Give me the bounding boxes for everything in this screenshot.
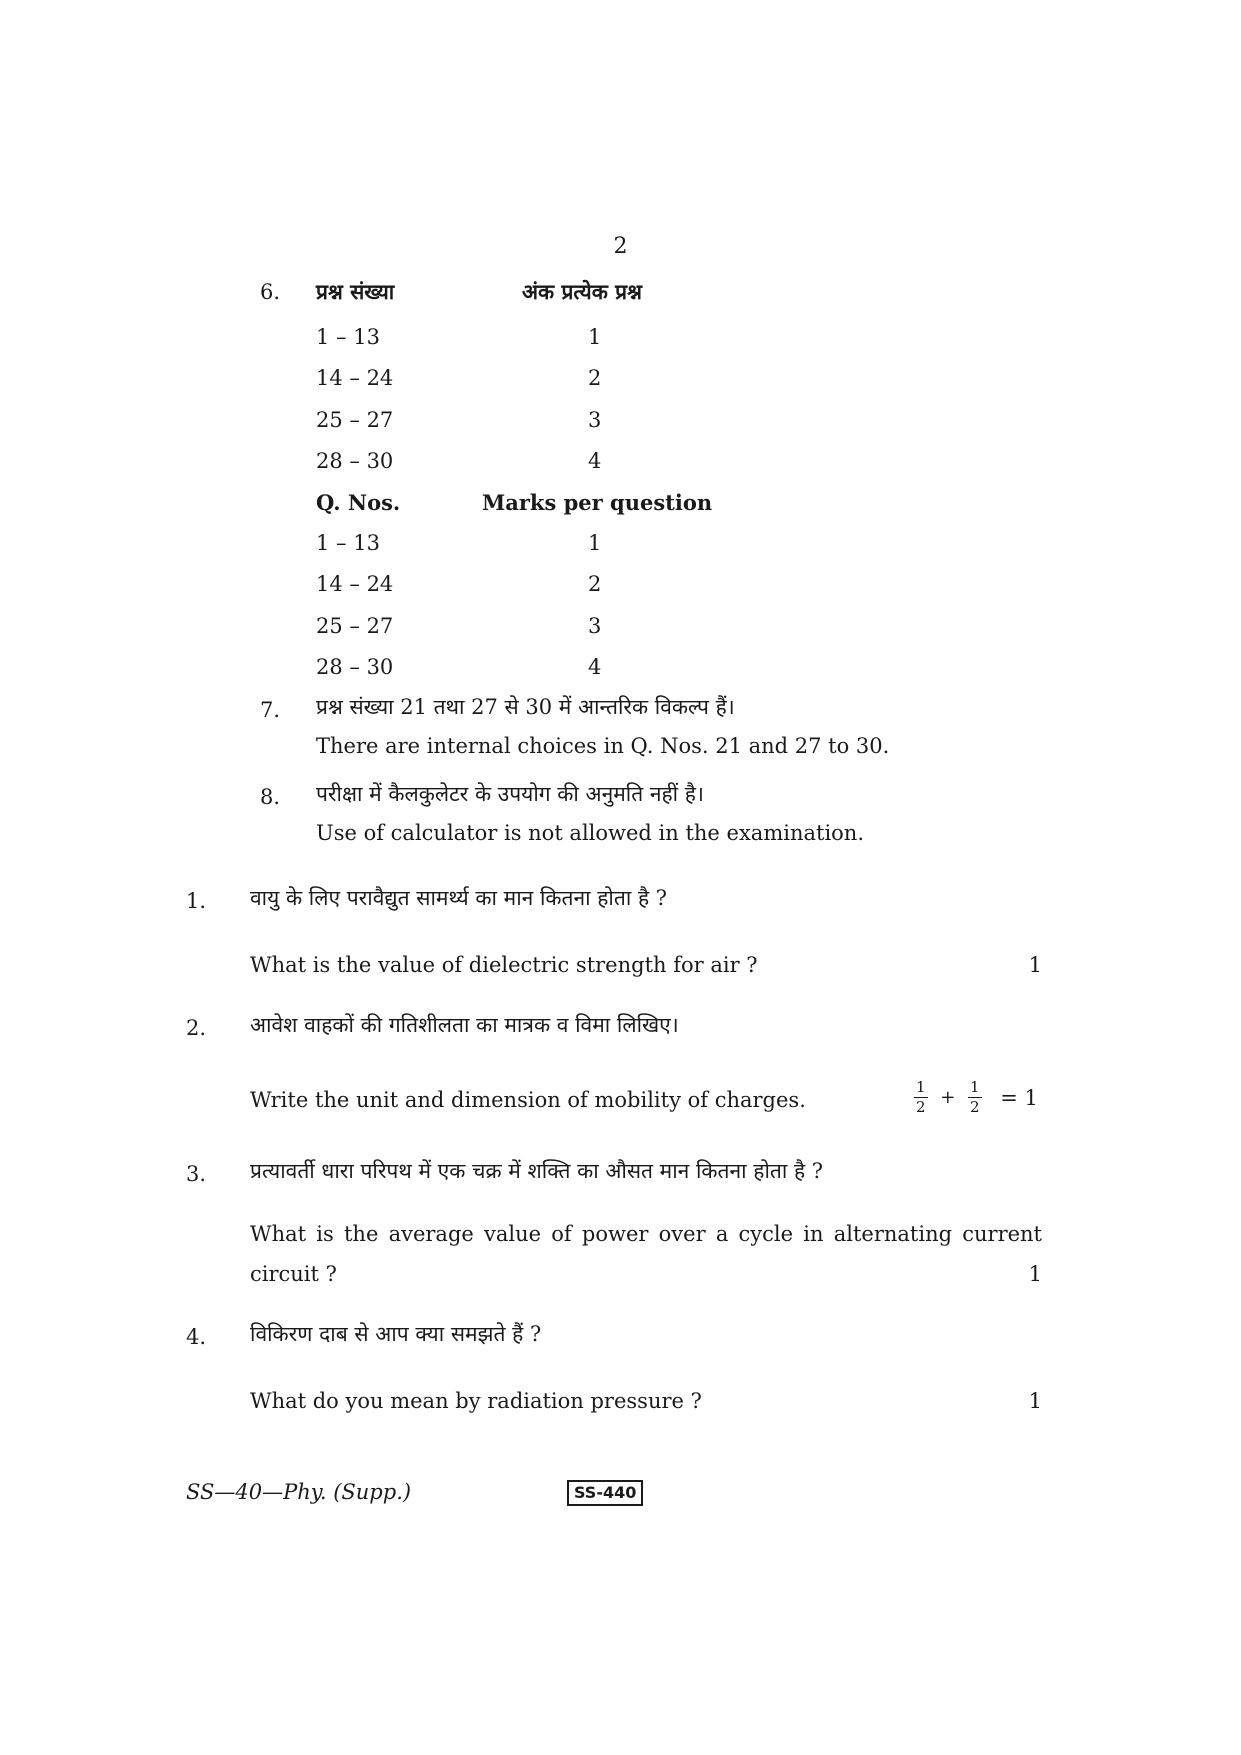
english-row-1-qnos: 1 – 13 <box>316 531 380 555</box>
instruction-8-english: Use of calculator is not allowed in the examination. <box>316 821 864 845</box>
fraction-half-1 <box>914 1080 928 1115</box>
question-1-hindi: वायु के लिए परावैद्युत सामर्थ्य का मान कितना होता है ? <box>250 886 668 910</box>
question-2-hindi: आवेश वाहकों की गतिशीलता का मात्रक व विमा लिखिए। <box>250 1013 679 1037</box>
english-row-1-marks: 1 <box>588 531 602 555</box>
english-row-4-qnos: 28 – 30 <box>316 655 394 679</box>
question-3-marks: 1 <box>1028 1262 1042 1286</box>
hindi-row-1-marks: 1 <box>588 325 602 349</box>
hindi-header-marks: अंक प्रत्येक प्रश्न <box>522 279 642 304</box>
english-header-marks: Marks per question <box>482 490 713 515</box>
english-row-3-qnos: 25 – 27 <box>316 614 394 638</box>
fraction-numerator: 1 <box>970 1078 980 1096</box>
plus-sign: + <box>940 1087 956 1108</box>
fraction-numerator: 1 <box>916 1078 926 1096</box>
question-4-english: What do you mean by radiation pressure ? <box>250 1389 702 1413</box>
instruction-7-english: There are internal choices in Q. Nos. 21 and 27 to 30. <box>316 734 890 758</box>
hindi-row-3-marks: 3 <box>588 408 602 432</box>
footer-paper-code: SS—40—Phy. (Supp.) <box>186 1480 412 1504</box>
hindi-row-3-qnos: 25 – 27 <box>316 408 394 432</box>
question-1-marks: 1 <box>1028 953 1042 977</box>
footer-code-box: SS-440 <box>567 1480 643 1506</box>
question-1-number: 1. <box>186 889 207 913</box>
question-3-english-line-2: circuit ? <box>250 1262 337 1286</box>
marks-total: = 1 <box>1000 1085 1038 1110</box>
instruction-7-number: 7. <box>260 698 281 722</box>
question-3-number: 3. <box>186 1162 207 1186</box>
hindi-row-2-qnos: 14 – 24 <box>316 366 394 390</box>
question-4-marks: 1 <box>1028 1389 1042 1413</box>
english-row-4-marks: 4 <box>588 655 602 679</box>
english-header-qnos: Q. Nos. <box>316 490 401 515</box>
question-3-english-line-1: What is the average value of power over a cycle in alternating current <box>250 1222 1042 1246</box>
fraction-denominator: 2 <box>916 1098 926 1116</box>
question-2-english: Write the unit and dimension of mobility of charges. <box>250 1088 806 1112</box>
question-4-number: 4. <box>186 1325 207 1349</box>
question-2-marks <box>914 1080 1038 1115</box>
english-row-2-marks: 2 <box>588 572 602 596</box>
fraction-denominator: 2 <box>970 1098 980 1116</box>
hindi-header-qnos: प्रश्न संख्या <box>316 279 395 304</box>
hindi-row-4-qnos: 28 – 30 <box>316 449 394 473</box>
instruction-8-hindi: परीक्षा में कैलकुलेटर के उपयोग की अनुमति नहीं है। <box>316 782 704 806</box>
english-row-2-qnos: 14 – 24 <box>316 572 394 596</box>
page-number: 2 <box>613 234 628 259</box>
hindi-row-4-marks: 4 <box>588 449 602 473</box>
question-2-number: 2. <box>186 1016 207 1040</box>
hindi-row-2-marks: 2 <box>588 366 602 390</box>
instruction-8-number: 8. <box>260 785 281 809</box>
question-4-hindi: विकिरण दाब से आप क्या समझते हैं ? <box>250 1322 542 1346</box>
fraction-half-2 <box>968 1080 982 1115</box>
question-3-hindi: प्रत्यावर्ती धारा परिपथ में एक चक्र में शक्ति का औसत मान कितना होता है ? <box>250 1159 824 1183</box>
english-row-3-marks: 3 <box>588 614 602 638</box>
question-1-english: What is the value of dielectric strength for air ? <box>250 953 758 977</box>
instruction-6-number: 6. <box>260 280 281 304</box>
instruction-7-hindi: प्रश्न संख्या 21 तथा 27 से 30 में आन्तरिक विकल्प हैं। <box>316 695 735 719</box>
hindi-row-1-qnos: 1 – 13 <box>316 325 380 349</box>
